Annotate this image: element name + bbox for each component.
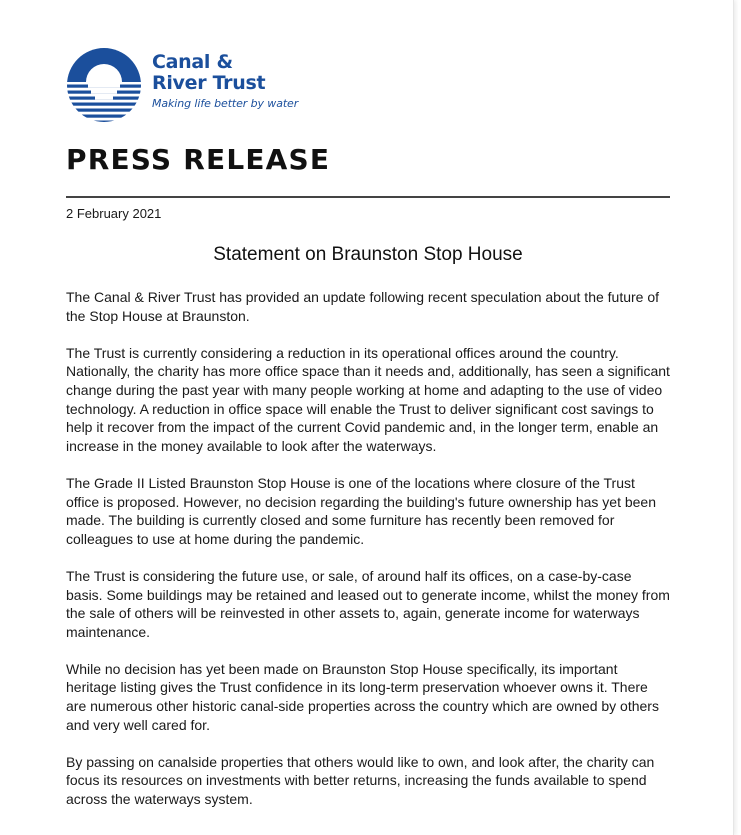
- body-paragraph-5: While no decision has yet been made on Braunston Stop House specifically, its important heritage listing gives the Trust confidence in its long-term preservation whoever owns it. There are numerous other historic canal-side properties across the country which are owned by others and very well cared for.: [66, 660, 659, 733]
- press-release-heading: PRESS RELEASE: [66, 143, 331, 176]
- logo-name-line-1: Canal &: [152, 51, 233, 73]
- release-date: 2 February 2021: [66, 206, 162, 221]
- article-body: [66, 288, 670, 827]
- logo-wordmark: [152, 52, 298, 110]
- heading-divider: [66, 196, 670, 198]
- body-paragraph-1: The Canal & River Trust has provided an update following recent speculation about the future of the Stop House at Braunston.: [66, 289, 660, 324]
- body-paragraph-6: By passing on canalside properties that others would like to own, and look after, the charity can focus its resources on investments with better returns, increasing the funds available to spend across the waterways system.: [66, 753, 655, 808]
- body-paragraph-4: The Trust is considering the future use, or sale, of around half its offices, on a case-by-case basis. Some buildings may be retained and leased out to generate income, whilst the money from the sale of others will be reinvested in other assets to, again, generate income for waterways maintenance.: [66, 567, 670, 640]
- body-paragraph-3: The Grade II Listed Braunston Stop House is one of the locations where closure of the Trust office is proposed. However, no decision regarding the building's future ownership has yet been made. The building is currently closed and some furniture has recently been removed for colleagues to use at home during the pandemic.: [66, 474, 657, 547]
- statement-title: Statement on Braunston Stop House: [213, 244, 523, 265]
- canal-river-trust-logo: [66, 46, 298, 124]
- logo-name-line-2: River Trust: [152, 72, 266, 94]
- logo-tagline: Making life better by water: [152, 97, 299, 110]
- logo-emblem-icon: [66, 46, 142, 124]
- body-paragraph-2: The Trust is currently considering a reduction in its operational offices around the country. Nationally, the charity has more office space than it needs and, additionally, has seen a significant change during the past year with many people working at home and adapting to the use of video technology. A reduction in office space will enable the Trust to deliver significant cost savings to help it recover from the impact of the current Covid pandemic and, in the longer term, enable an increase in the money available to look after the waterways.: [66, 344, 670, 454]
